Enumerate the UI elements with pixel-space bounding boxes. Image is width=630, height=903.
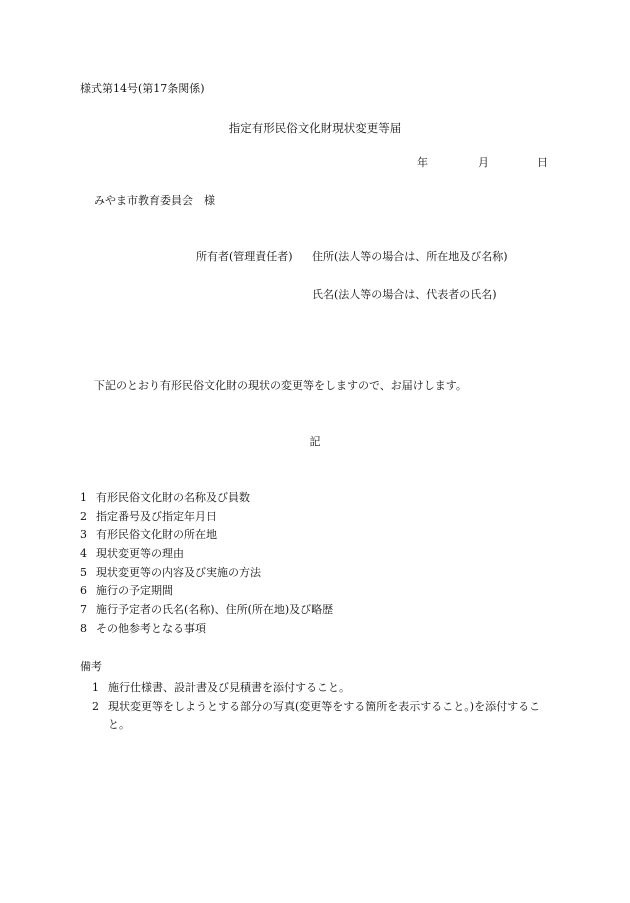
page-title: 指定有形民俗文化財現状変更等届: [228, 121, 402, 135]
ki-heading: 記: [309, 435, 321, 448]
item-number: 8: [80, 621, 87, 635]
date-month-label: 月: [478, 156, 489, 169]
item-text: 施行の予定期間: [96, 584, 173, 598]
list-item: [80, 566, 333, 585]
remarks-list: [80, 679, 560, 735]
owner-label: 所有者(管理責任者): [196, 250, 293, 263]
remark-item: [80, 698, 560, 734]
item-number: 1: [80, 491, 87, 504]
recipient: みやま市教育委員会 様: [94, 194, 215, 207]
item-text: 現状変更等の内容及び実施の方法: [96, 565, 261, 579]
remark-text: 施行仕様書、設計書及び見積書を添付すること。: [108, 681, 350, 694]
owner-name-label: 氏名(法人等の場合は、代表者の氏名): [312, 288, 497, 301]
date-year-label: 年: [417, 156, 428, 169]
list-item: [80, 584, 333, 603]
item-text: その他参考となる事項: [96, 621, 206, 635]
item-list: [80, 491, 333, 641]
list-item: [80, 510, 333, 529]
remark-item: [80, 679, 560, 697]
remark-number: 1: [92, 681, 99, 694]
list-item: [80, 622, 333, 641]
item-text: 指定番号及び指定年月日: [96, 509, 217, 523]
list-item: [80, 528, 333, 547]
owner-address-label: 住所(法人等の場合は、所在地及び名称): [312, 250, 508, 263]
date-day-label: 日: [537, 156, 548, 169]
remark-text: 現状変更等をしようとする部分の写真(変更等をする箇所を表示すること。)を添付すること。: [108, 700, 541, 731]
item-number: 3: [80, 528, 87, 542]
remarks-title: 備考: [80, 660, 102, 673]
item-number: 4: [80, 547, 87, 561]
list-item: [80, 603, 333, 622]
item-text: 有形民俗文化財の名称及び員数: [96, 491, 250, 504]
form-number: 様式第14号(第17条関係): [80, 82, 205, 95]
intro-text: 下記のとおり有形民俗文化財の現状の変更等をしますので、お届けします。: [94, 379, 467, 392]
remark-number: 2: [92, 700, 99, 713]
list-item: [80, 547, 333, 566]
list-item: [80, 491, 333, 510]
item-text: 現状変更等の理由: [96, 547, 184, 561]
item-text: 有形民俗文化財の所在地: [96, 528, 217, 542]
item-number: 5: [80, 565, 87, 579]
item-number: 7: [80, 603, 87, 617]
item-number: 6: [80, 584, 87, 598]
item-text: 施行予定者の氏名(名称)、住所(所在地)及び略歴: [96, 603, 334, 617]
item-number: 2: [80, 509, 87, 523]
